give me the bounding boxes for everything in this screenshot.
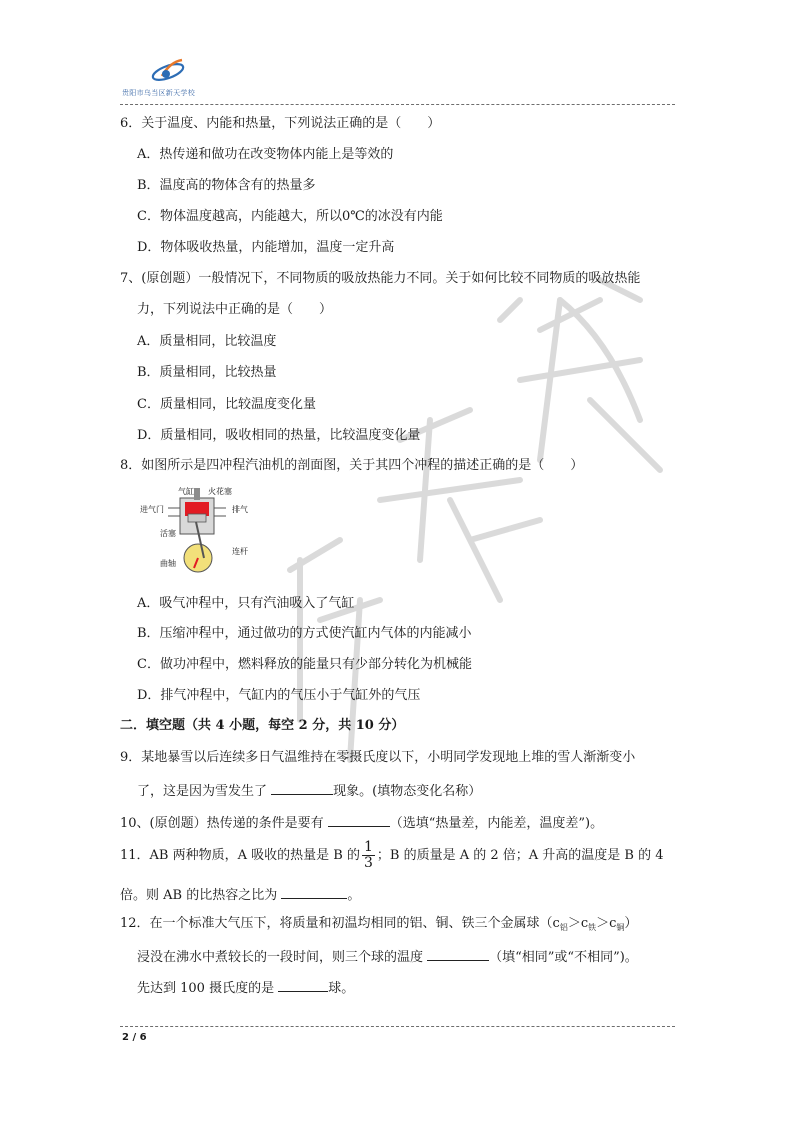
question-12-blank-1[interactable] [427, 946, 489, 961]
school-name: 贵阳市乌当区新天学校 [122, 89, 195, 97]
question-11-line2 [120, 884, 360, 905]
label-intake-valve: 进气门 [140, 505, 164, 514]
label-exhaust: 排气 [232, 505, 248, 514]
label-cylinder: 气缸 [178, 487, 194, 496]
fraction-denominator: 3 [363, 855, 373, 871]
greater-than-1: ＞c [567, 916, 589, 931]
question-11-line2-before: 倍。则 AB 的比热容之比为 [120, 888, 282, 903]
question-12-line3 [137, 977, 354, 998]
question-8-option-a: A．吸气冲程中，只有汽油吸入了气缸 [137, 596, 355, 611]
question-10-text-before: 10、(原创题）热传递的条件是要有 [120, 816, 328, 831]
school-logo [122, 56, 214, 100]
question-6-stem: 6．关于温度、内能和热量，下列说法正确的是（ ） [120, 116, 441, 131]
question-8-option-d: D．排气冲程中，气缸内的气压小于气缸外的气压 [137, 688, 421, 703]
label-piston: 活塞 [160, 529, 176, 538]
label-connecting-rod: 连杆 [232, 547, 248, 556]
page-number: 2 / 6 [122, 1032, 147, 1043]
question-11-text-after: ；B 的质量是 A 的 2 倍；A 升高的温度是 B 的 4 [376, 848, 664, 863]
subscript-aluminum: 铝 [559, 923, 568, 932]
question-9-blank[interactable] [271, 780, 333, 795]
question-12-line3-after: 球。 [328, 981, 355, 996]
question-7-option-d: D．质量相同，吸收相同的热量，比较温度变化量 [137, 428, 421, 443]
label-spark-plug: 火花塞 [208, 487, 232, 496]
question-7-option-c: C．质量相同，比较温度变化量 [137, 397, 316, 412]
question-12-blank-2[interactable] [278, 977, 328, 992]
question-10-text-after: （选填“热量差，内能差，温度差”)。 [389, 816, 604, 831]
question-9-text-before: 了，这是因为雪发生了 [137, 784, 272, 799]
question-9-line2 [137, 780, 481, 801]
question-7-stem-line1: 7、(原创题）一般情况下，不同物质的吸放热能力不同。关于如何比较不同物质的吸放热能 [120, 271, 641, 286]
question-8-option-c: C．做功冲程中，燃料释放的能量只有少部分转化为机械能 [137, 657, 472, 672]
engine-cross-section-icon [138, 484, 250, 580]
footer-divider [120, 1026, 675, 1027]
question-6-option-c: C．物体温度越高，内能越大，所以0℃的冰没有内能 [137, 209, 443, 224]
question-8-option-b: B．压缩冲程中，通过做功的方式使汽缸内气体的内能减小 [137, 626, 472, 641]
question-11-text-before: 11．AB 两种物质，A 吸收的热量是 B 的 [120, 848, 360, 863]
section-2-title: 二．填空题（共 4 小题，每空 2 分，共 10 分） [120, 718, 405, 733]
question-12-line2 [137, 946, 638, 967]
question-7-stem-line2: 力，下列说法中正确的是（ ） [137, 302, 333, 317]
subscript-copper: 铜 [616, 923, 625, 932]
engine-diagram [138, 484, 250, 580]
fraction-one-third [362, 840, 375, 871]
question-6-option-d: D．物体吸收热量，内能增加，温度一定升高 [137, 240, 395, 255]
question-6-option-a: A．热传递和做功在改变物体内能上是等效的 [137, 147, 394, 162]
close-paren: ） [624, 916, 638, 931]
question-6-option-b: B．温度高的物体含有的热量多 [137, 178, 316, 193]
question-12-line2-after: （填“相同”或“不相同”)。 [489, 950, 638, 965]
question-10-blank[interactable] [328, 812, 390, 827]
greater-than-2: ＞c [596, 916, 617, 931]
question-9-text-after: 现象。(填物态变化名称） [333, 784, 482, 799]
fraction-numerator: 1 [363, 839, 373, 855]
question-9-line1: 9．某地暴雪以后连续多日气温维持在零摄氏度以下，小明同学发现地上堆的雪人渐渐变小 [120, 750, 636, 765]
question-7-option-a: A．质量相同，比较温度 [137, 334, 277, 349]
label-crankshaft: 曲轴 [160, 559, 176, 568]
header-divider [120, 104, 675, 105]
question-12-line1 [120, 915, 637, 937]
question-11-blank[interactable] [281, 884, 347, 899]
question-8-stem: 8．如图所示是四冲程汽油机的剖面图，关于其四个冲程的描述正确的是（ ） [120, 458, 584, 473]
question-10-line [120, 812, 603, 833]
question-11-line2-after: 。 [347, 888, 361, 903]
question-7-option-b: B．质量相同，比较热量 [137, 365, 277, 380]
question-12-line2-before: 浸没在沸水中煮较长的一段时间，则三个球的温度 [137, 950, 428, 965]
subscript-iron: 铁 [588, 923, 597, 932]
question-12-line3-before: 先达到 100 摄氏度的是 [137, 981, 279, 996]
question-11-line1 [120, 840, 664, 871]
question-12-text-before: 12．在一个标准大气压下，将质量和初温均相同的铝、铜、铁三个金属球（c [120, 916, 560, 931]
logo-mark-icon [122, 56, 214, 90]
